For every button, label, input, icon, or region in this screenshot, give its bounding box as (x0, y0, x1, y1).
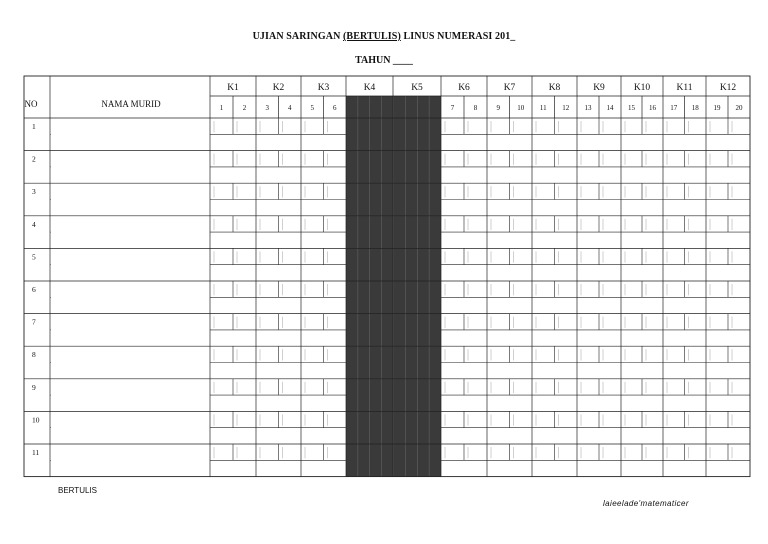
item-number: 5 (310, 104, 314, 112)
construct-header-k1: K1 (227, 83, 239, 93)
item-number: 3 (265, 104, 269, 112)
construct-header-k8: K8 (548, 83, 561, 93)
construct-header-k3: K3 (317, 83, 330, 93)
construct-header-k6: K6 (458, 83, 470, 93)
no-header: NO (24, 99, 38, 109)
item-number: 10 (517, 104, 525, 112)
item-number: 18 (691, 104, 699, 112)
row-number: 8 (32, 350, 36, 360)
item-number: 12 (562, 104, 570, 112)
construct-header-k10: K10 (633, 83, 651, 93)
row-number: 9 (32, 382, 36, 392)
item-number: 13 (584, 104, 592, 112)
item-number: 17 (670, 104, 678, 112)
item-number: 9 (496, 104, 500, 112)
item-number: 1 (219, 104, 224, 112)
item-number: 15 (628, 104, 635, 112)
construct-header-k5: K5 (411, 83, 423, 93)
title-part-2: LINUS NUMERASI 201_ (400, 31, 516, 42)
construct-header-k12: K12 (719, 83, 737, 93)
item-number: 11 (539, 104, 547, 112)
item-number: 19 (713, 104, 721, 112)
row-number: 3 (32, 187, 36, 197)
row-number: 5 (32, 252, 36, 262)
title-bertulis: (BERTULIS) (343, 31, 401, 42)
item-number: 6 (333, 104, 337, 112)
construct-header-k2: K2 (272, 83, 285, 93)
row-number: 4 (32, 219, 36, 229)
footer-bertulis: BERTULIS (58, 486, 97, 495)
row-number: 7 (32, 317, 36, 327)
item-number: 8 (473, 104, 478, 112)
item-number: 4 (288, 104, 292, 112)
construct-header-k9: K9 (593, 83, 605, 93)
tahun-label: TAHUN ____ (355, 55, 413, 66)
construct-header-k7: K7 (503, 83, 516, 93)
row-number: 11 (32, 448, 40, 457)
row-number: 1 (32, 122, 36, 131)
row-number: 6 (32, 285, 36, 294)
item-number: 7 (450, 104, 455, 112)
construct-header-k4: K4 (363, 83, 376, 93)
title-part-1: UJIAN SARINGAN (252, 31, 343, 42)
item-number: 2 (242, 104, 247, 112)
footer-signature: laieelade'matematicer (603, 499, 689, 508)
item-number: 16 (649, 104, 656, 112)
item-number: 20 (735, 104, 743, 112)
row-number: 2 (32, 154, 36, 164)
item-number: 14 (606, 104, 614, 112)
construct-header-k11: K11 (676, 83, 693, 93)
row-number: 10 (32, 415, 40, 425)
nama-murid-header: NAMA MURID (101, 99, 161, 109)
